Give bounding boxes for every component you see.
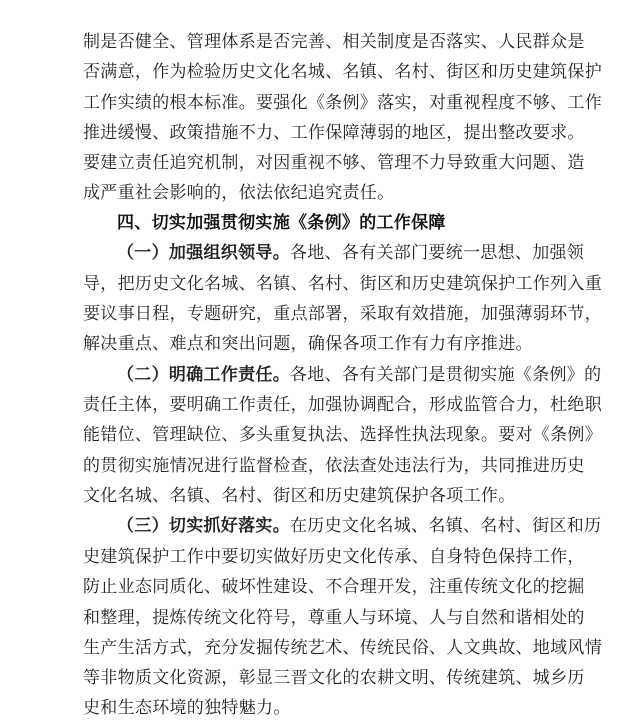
subsection-first-line bbox=[117, 360, 602, 390]
section-heading: 四、切实加强贯彻实施《条例》的工作保障 bbox=[117, 213, 446, 233]
paragraph-line: 要议事日程，专题研究，重点部署，采取有效措施，加强薄弱环节， bbox=[83, 304, 602, 324]
subsection-first-line bbox=[117, 238, 585, 268]
subsection-text: 各地、各有关部门要统一思想、加强领 bbox=[290, 243, 585, 263]
paragraph-line: 生产生活方式，充分发掘传统艺术、传统民俗、人文典故、地域风情 bbox=[83, 638, 602, 658]
paragraph-line: 防止业态同质化、破坏性建设、不合理开发，注重传统文化的挖掘 bbox=[83, 577, 585, 597]
subsection-text: 在历史文化名城、名镇、名村、街区和历 bbox=[290, 516, 602, 536]
paragraph-line: 能错位、管理缺位、多头重复执法、选择性执法现象。要对《条例》 bbox=[83, 425, 602, 445]
paragraph-line: 要建立责任追究机制，对因重视不够、管理不力导致重大问题、造 bbox=[83, 153, 585, 173]
paragraph-line: 文化名城、名镇、名村、街区和历史建筑保护各项工作。 bbox=[83, 486, 516, 506]
subsection-title: （三）切实抓好落实。 bbox=[117, 516, 290, 536]
subsection-text: 各地、各有关部门是贯彻实施《条例》的 bbox=[290, 365, 602, 385]
paragraph-line: 和整理，提炼传统文化符号，尊重人与环境、人与自然和谐相处的 bbox=[83, 608, 585, 628]
paragraph-line: 史建筑保护工作中要切实做好历史文化传承、自身特色保持工作， bbox=[83, 547, 585, 567]
paragraph-line: 制是否健全、管理体系是否完善、相关制度是否落实、人民群众是 bbox=[83, 32, 585, 52]
subsection-title: （二）明确工作责任。 bbox=[117, 365, 290, 385]
paragraph-line: 史和生态环境的独特魅力。 bbox=[83, 698, 291, 718]
paragraph-line: 的贯彻实施情况进行监督检查，依法查处违法行为，共同推进历史 bbox=[83, 456, 585, 476]
paragraph-line: 否满意，作为检验历史文化名城、名镇、名村、街区和历史建筑保护 bbox=[83, 62, 602, 82]
paragraph-line: 工作实绩的根本标准。要强化《条例》落实，对重视程度不够、工作 bbox=[83, 93, 602, 113]
subsection-first-line bbox=[117, 511, 602, 541]
paragraph-line: 成严重社会影响的，依法依纪追究责任。 bbox=[83, 183, 395, 203]
paragraph-line: 责任主体，要明确工作责任，加强协调配合，形成监管合力，杜绝职 bbox=[83, 395, 602, 415]
paragraph-line: 导，把历史文化名城、名镇、名村、街区和历史建筑保护工作列入重 bbox=[83, 274, 602, 294]
paragraph-line: 推进缓慢、政策措施不力、工作保障薄弱的地区，提出整改要求。 bbox=[83, 123, 585, 143]
subsection-title: （一）加强组织领导。 bbox=[117, 243, 290, 263]
paragraph-line: 等非物质文化资源，彰显三晋文化的农耕文明、传统建筑、城乡历 bbox=[83, 668, 585, 688]
paragraph-line: 解决重点、难点和突出问题，确保各项工作有力有序推进。 bbox=[83, 334, 533, 354]
